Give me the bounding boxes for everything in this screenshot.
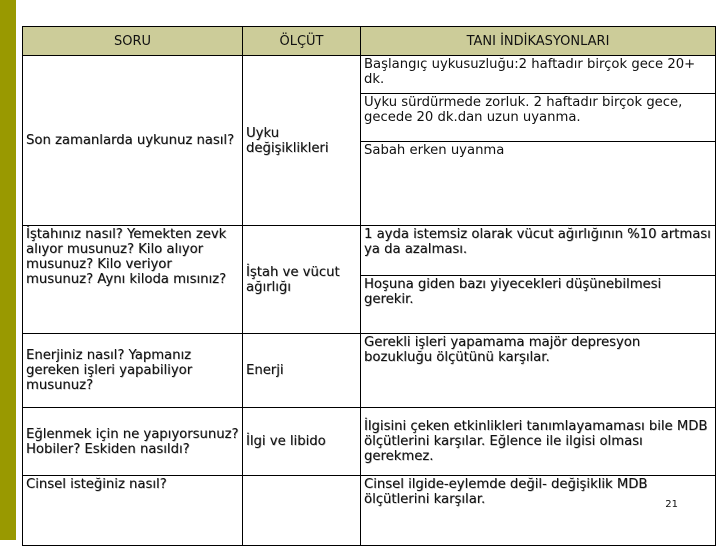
header-question: SORU <box>23 27 243 56</box>
criterion-sleep: Uyku değişiklikleri <box>243 56 361 226</box>
indication-sleep-1: Başlangıç uykusuzluğu:2 haftadır birçok gece 20+ dk. <box>361 56 716 94</box>
header-indications: TANI İNDİKASYONLARI <box>361 27 716 56</box>
criterion-libido <box>243 476 361 546</box>
criterion-interest: İlgi ve libido <box>243 408 361 476</box>
indication-appetite-2: Hoşuna giden bazı yiyecekleri düşünebilmesi gerekir. <box>361 276 716 334</box>
table-row <box>23 408 716 476</box>
table-row <box>23 334 716 408</box>
question-appetite: İştahınız nasıl? Yemekten zevk alıyor musunuz? Kilo alıyor musunuz? Kilo veriyor musunuz? Aynı kiloda mısınız? <box>23 226 243 334</box>
criterion-appetite: İştah ve vücut ağırlığı <box>243 226 361 334</box>
table-row <box>23 476 716 546</box>
left-accent-bar <box>0 0 16 540</box>
question-libido: Cinsel isteğiniz nasıl? <box>23 476 243 546</box>
header-criterion: ÖLÇÜT <box>243 27 361 56</box>
table-header-row <box>23 27 716 56</box>
table-row <box>23 56 716 94</box>
question-energy: Enerjiniz nasıl? Yapmanız gereken işleri yapabiliyor musunuz? <box>23 334 243 408</box>
indication-libido: Cinsel ilgide-eylemde değil- değişiklik MDB ölçütlerini karşılar. <box>361 476 716 546</box>
page-number: 21 <box>665 499 678 510</box>
question-sleep: Son zamanlarda uykunuz nasıl? <box>23 56 243 226</box>
indication-appetite-1: 1 ayda istemsiz olarak vücut ağırlığının %10 artması ya da azalması. <box>361 226 716 276</box>
indication-interest: İlgisini çeken etkinlikleri tanımlayamaması bile MDB ölçütlerini karşılar. Eğlence ile ilgisi olması gerekmez. <box>361 408 716 476</box>
indication-sleep-2: Uyku sürdürmede zorluk. 2 haftadır birçok gece, gecede 20 dk.dan uzun uyanma. <box>361 94 716 142</box>
question-interest: Eğlenmek için ne yapıyorsunuz? Hobiler? Eskiden nasıldı? <box>23 408 243 476</box>
criterion-energy: Enerji <box>243 334 361 408</box>
table-row <box>23 226 716 276</box>
criteria-table <box>22 26 716 546</box>
indication-sleep-3: Sabah erken uyanma <box>361 142 716 226</box>
indication-energy: Gerekli işleri yapamama majör depresyon bozukluğu ölçütünü karşılar. <box>361 334 716 408</box>
